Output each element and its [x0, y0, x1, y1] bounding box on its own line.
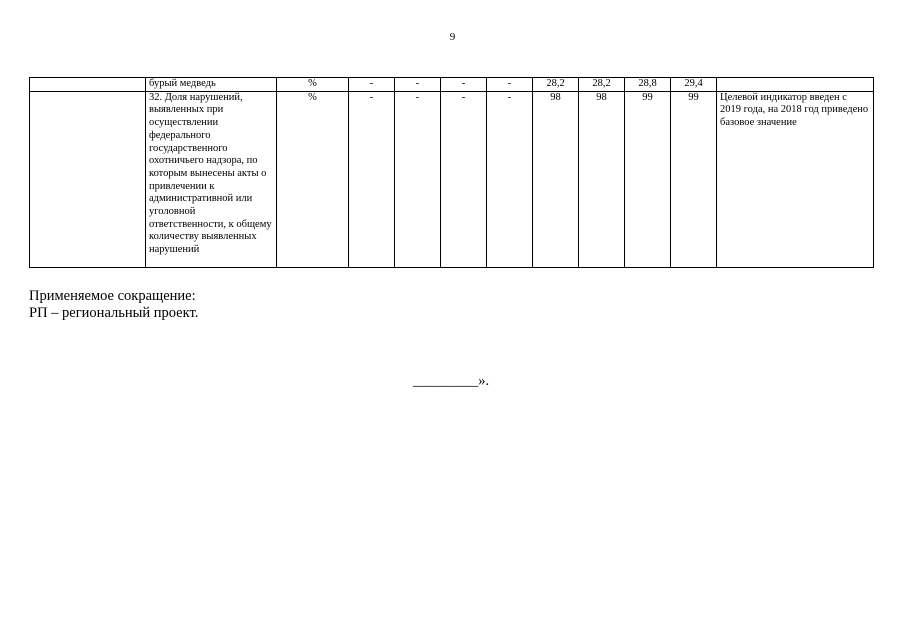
table-cell-indicator-name: 32. Доля нарушений, выявленных при осуществлении федерального государственного охотничьего надзора, по которым вынесены акты о привлечении к административной или уголовной ответственности, к общему количеству выявленных нарушений: [146, 91, 277, 267]
table-cell-value: -: [441, 91, 487, 267]
table-cell-value: -: [349, 91, 395, 267]
table-row: [30, 78, 874, 92]
table-cell-value: 28,2: [533, 78, 579, 92]
table-cell-indicator-name: бурый медведь: [146, 78, 277, 92]
table-cell-value: -: [487, 78, 533, 92]
closing-mark: _________».: [413, 373, 490, 389]
abbreviation-line: РП – региональный проект.: [29, 305, 199, 321]
table-cell-value: 28,8: [625, 78, 671, 92]
indicator-table: [29, 77, 874, 268]
page-number: 9: [449, 31, 456, 43]
table-cell-value: -: [487, 91, 533, 267]
table-cell-group: [30, 91, 146, 267]
abbreviations-note: [29, 288, 198, 322]
table-cell-value: 98: [533, 91, 579, 267]
table-cell-value: 99: [671, 91, 717, 267]
table-cell-note: [717, 78, 874, 92]
table-cell-value: -: [395, 78, 441, 92]
abbreviations-heading: Применяемое сокращение:: [29, 288, 196, 304]
table-cell-value: 28,2: [579, 78, 625, 92]
table-cell-value: -: [349, 78, 395, 92]
table-cell-unit: %: [277, 91, 349, 267]
table-cell-value: 98: [579, 91, 625, 267]
table-cell-value: 99: [625, 91, 671, 267]
table-cell-value: 29,4: [671, 78, 717, 92]
table-cell-note: Целевой индикатор введен с 2019 года, на 2018 год приведено базовое значение: [717, 91, 874, 267]
table-row: [30, 91, 874, 267]
table-cell-unit: %: [277, 78, 349, 92]
table-cell-value: -: [395, 91, 441, 267]
table-cell-group: [30, 78, 146, 92]
table-cell-value: -: [441, 78, 487, 92]
